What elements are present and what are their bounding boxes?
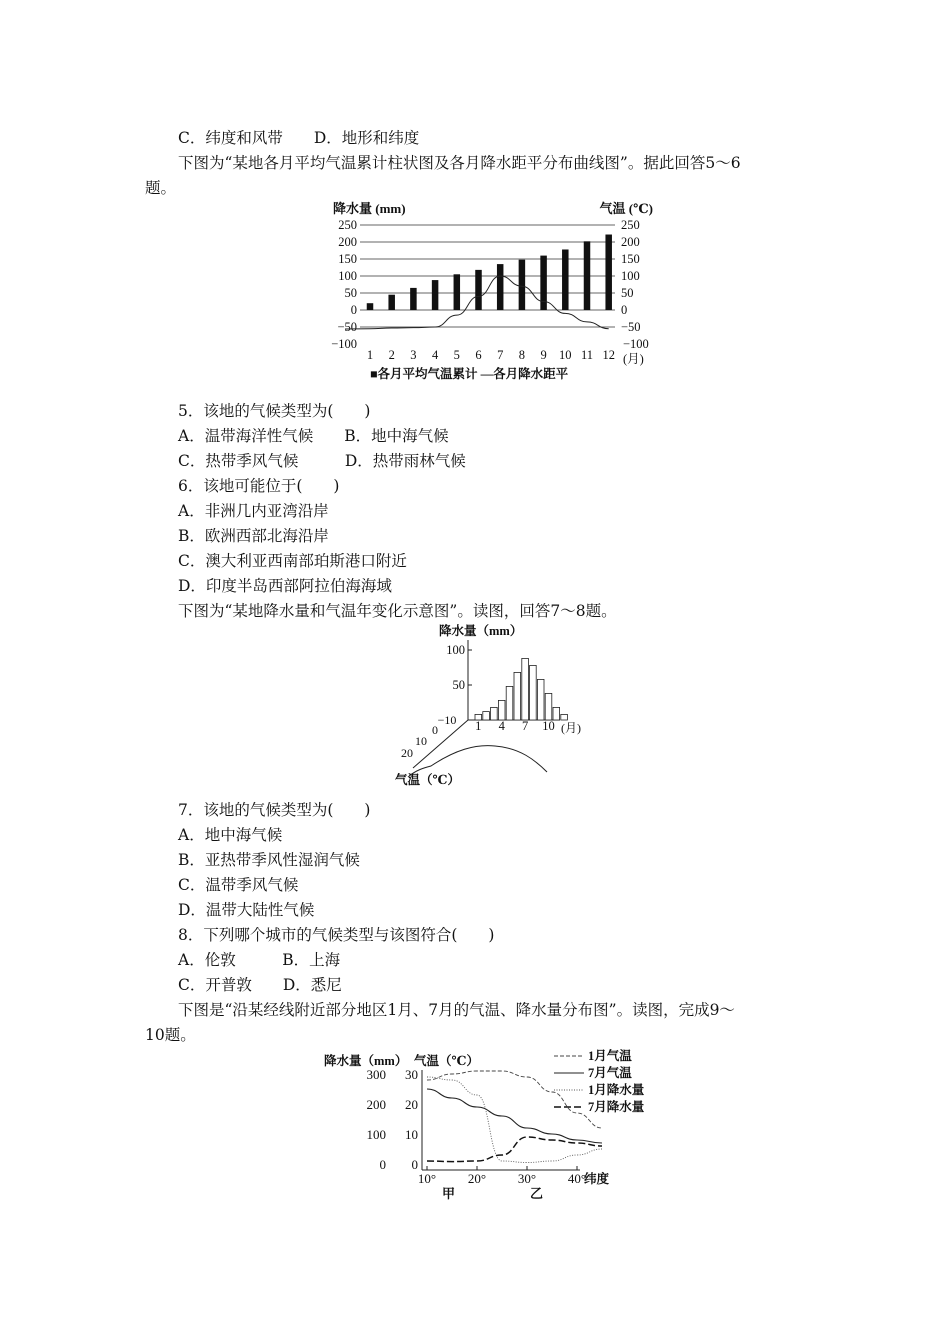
- c1-xtick: 9: [540, 348, 547, 362]
- c3-series-line-1: [427, 1071, 602, 1128]
- c2-temp-tick: 10: [415, 734, 427, 748]
- c2-temp-tick: −10: [437, 713, 457, 727]
- c3-xtick: 40°: [567, 1171, 587, 1186]
- c1-ytick-left: 100: [338, 269, 357, 283]
- c1-left-axis-label: 降水量 (mm): [333, 201, 406, 216]
- q6-option-b: B．欧洲西部北海沿岸: [178, 527, 329, 545]
- c1-bar-4: [432, 280, 439, 310]
- c3-temp-tick: 0: [411, 1157, 418, 1172]
- intro-text-chart3: 下图是“沿某经线附近部分地区1月、7月的气温、降水量分布图”。读图，完成9～: [178, 1001, 735, 1019]
- c1-ytick-left: 200: [338, 235, 357, 249]
- c1-ytick-left: −50: [337, 320, 357, 334]
- q5-options-ab: A．温带海洋性气候 B．地中海气候: [178, 427, 449, 445]
- c1-ytick-left: −100: [331, 337, 357, 351]
- c2-x-unit: (月): [561, 721, 581, 735]
- c2-temp-tick: 20: [401, 746, 413, 760]
- c1-ytick-right: 150: [621, 252, 640, 266]
- c3-precip-tick: 200: [366, 1097, 386, 1112]
- c3-legend-label-1: 1月气温: [588, 1049, 632, 1063]
- c1-bar-8: [519, 260, 526, 310]
- c1-ytick-right: 200: [621, 235, 640, 249]
- c1-bar-12: [605, 235, 612, 310]
- c2-xtick: 7: [521, 719, 529, 733]
- c3-temp-tick: 10: [405, 1127, 418, 1142]
- c1-ytick-left: 0: [350, 303, 357, 317]
- c1-ytick-right: 250: [621, 218, 640, 232]
- c1-xtick: 5: [453, 348, 460, 362]
- c2-ytick: 50: [452, 678, 465, 692]
- c2-temperature-curve: [409, 746, 547, 776]
- c3-temp-tick: 20: [405, 1097, 418, 1112]
- c3-precip-tick: 0: [379, 1157, 386, 1172]
- c1-ytick-right: 100: [621, 269, 640, 283]
- question-8: 8．下列哪个城市的气候类型与该图符合( ): [178, 926, 495, 944]
- q7-option-c: C．温带季风气候: [178, 876, 299, 894]
- c3-x-label: 纬度: [584, 1172, 610, 1186]
- c1-legend: ■各月平均气温累计 —各月降水距平: [370, 367, 569, 381]
- q7-option-a: A．地中海气候: [178, 826, 283, 844]
- c1-bar-2: [388, 295, 395, 310]
- q5-options-cd: C．热带季风气候 D．热带雨林气候: [178, 452, 466, 470]
- c1-xtick: 10: [559, 348, 572, 362]
- c3-xtick: 30°: [517, 1171, 537, 1186]
- c3-temp-tick: 30: [405, 1067, 418, 1082]
- c1-xtick: 7: [497, 348, 504, 362]
- c2-bar-9: [537, 679, 544, 720]
- c1-xtick: 8: [518, 348, 526, 362]
- chart-temperature-precip-anomaly: [325, 198, 655, 384]
- c1-xtick: 12: [602, 348, 615, 362]
- c1-ytick-right: −100: [623, 337, 649, 351]
- question-5: 5．该地的气候类型为( ): [178, 402, 371, 420]
- question-options-line: C．纬度和风带 D．地形和纬度: [178, 129, 420, 147]
- c2-bar-4: [498, 700, 505, 720]
- c1-ytick-left: 250: [338, 218, 357, 232]
- q6-option-a: A．非洲几内亚湾沿岸: [178, 502, 329, 520]
- c1-bar-5: [454, 274, 461, 310]
- c1-ytick-right: 50: [621, 286, 634, 300]
- c3-temp-label: 气温（℃）: [414, 1054, 479, 1068]
- intro-text-chart3-cont: 10题。: [145, 1026, 196, 1044]
- q7-option-b: B．亚热带季风性湿润气候: [178, 851, 360, 869]
- c2-bar-3: [491, 707, 498, 720]
- c2-bar-6: [514, 672, 521, 720]
- q8-options-cd: C．开普敦 D．悉尼: [178, 976, 342, 994]
- c2-bar-12: [561, 714, 568, 720]
- q6-option-d: D．印度半岛西部阿拉伯海海域: [178, 577, 392, 595]
- c1-xtick: 1: [366, 348, 374, 362]
- c2-temp-tick: 0: [432, 723, 438, 737]
- c3-precip-tick: 300: [366, 1067, 386, 1082]
- c1-xtick: 11: [580, 348, 594, 362]
- intro-text-chart2: 下图为“某地降水量和气温年变化示意图”。读图，回答7～8题。: [178, 602, 617, 620]
- c1-ytick-right: 0: [621, 303, 628, 317]
- c1-bar-7: [497, 264, 504, 310]
- c1-ytick-left: 50: [344, 286, 357, 300]
- question-7: 7．该地的气候类型为( ): [178, 801, 371, 819]
- c3-legend-label-3: 1月降水量: [588, 1083, 645, 1097]
- c1-x-unit: (月): [623, 352, 644, 366]
- c1-bar-11: [584, 241, 591, 310]
- c3-marker-yi: 乙: [530, 1186, 544, 1201]
- c3-xtick: 10°: [417, 1171, 437, 1186]
- c2-temp-label: 气温（℃）: [395, 773, 460, 787]
- c3-precip-tick: 100: [366, 1127, 386, 1142]
- c1-bar-6: [475, 270, 482, 310]
- c1-bar-1: [367, 303, 374, 310]
- q8-options-ab: A．伦敦 B．上海: [178, 951, 341, 969]
- c2-bar-10: [545, 693, 552, 720]
- chart-latitude-temp-precip: [322, 1046, 667, 1204]
- c3-series-line-2: [427, 1089, 602, 1143]
- intro-text-chart1-cont: 题。: [145, 179, 177, 197]
- c1-ytick-left: 150: [338, 252, 357, 266]
- c2-xtick: 1: [475, 719, 482, 733]
- c3-series-line-4: [427, 1137, 602, 1162]
- q7-option-d: D．温带大陆性气候: [178, 901, 315, 919]
- c1-xtick: 6: [475, 348, 482, 362]
- c2-precip-label: 降水量（mm）: [439, 624, 523, 638]
- c3-legend-label-4: 7月降水量: [588, 1100, 645, 1114]
- intro-text-chart1: 下图为“某地各月平均气温累计柱状图及各月降水距平分布曲线图”。据此回答5～6: [178, 154, 741, 172]
- c1-ytick-right: −50: [621, 320, 641, 334]
- c3-legend-label-2: 7月气温: [588, 1066, 632, 1080]
- c2-bar-7: [522, 658, 529, 720]
- c2-bar-2: [483, 712, 490, 720]
- c1-bar-3: [410, 288, 417, 310]
- q6-option-c: C．澳大利亚西南部珀斯港口附近: [178, 552, 407, 570]
- chart-precip-temp-3d: [395, 620, 595, 792]
- c3-marker-jia: 甲: [442, 1186, 456, 1201]
- c2-xtick: 10: [542, 719, 555, 733]
- c3-xtick: 20°: [467, 1171, 487, 1186]
- c1-xtick: 4: [431, 348, 439, 362]
- c2-bar-5: [506, 686, 513, 720]
- question-6: 6．该地可能位于( ): [178, 477, 340, 495]
- c1-xtick: 2: [388, 348, 395, 362]
- c1-xtick: 3: [410, 348, 417, 362]
- c2-bar-8: [530, 665, 537, 720]
- c3-series-line-3: [427, 1077, 602, 1163]
- c1-bar-10: [562, 249, 569, 310]
- c2-ytick: 100: [446, 643, 465, 657]
- c1-right-axis-label: 气温 (℃): [599, 201, 653, 216]
- c3-precip-label: 降水量（mm）: [324, 1054, 408, 1068]
- c2-xtick: 4: [498, 719, 505, 733]
